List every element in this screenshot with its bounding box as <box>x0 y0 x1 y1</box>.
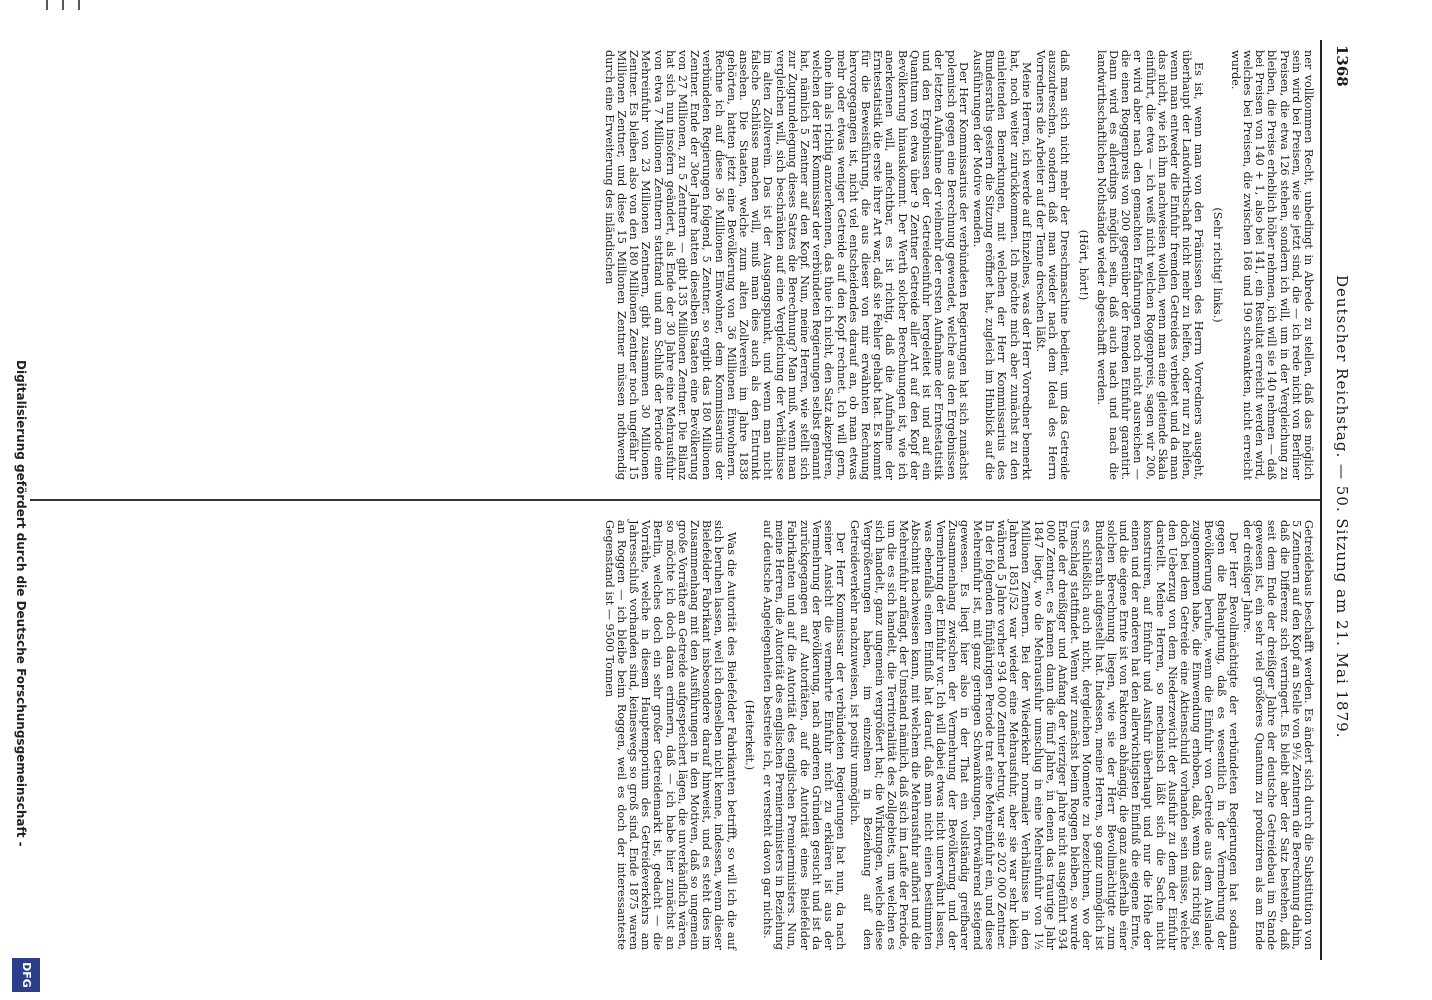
right-interjection-1: (Heiterkeit.) <box>742 699 756 771</box>
column-divider <box>30 499 1320 501</box>
left-column <box>601 50 1314 480</box>
right-paragraph-4: Was die Autorität des Bielefelder Fabrikanten betrifft, so will ich die auf sich beruhen lassen, weil ich denselben nicht kenne, indessen, wenn dieser Bielefelder Fabrikant insbesondere darauf hinweist, und es steht dies im Zusammenhang mit den Ausführungen in den Motiven, daß so ungemein große Vorräthe an Getreide aufgespeichert lägen, die unverkäuflich wären, so möchte ich doch daran erinnern, daß — ich habe hier zunächst an Berlin, welches doch ein sehr großer Getreidemarkt ist, gedacht — die Vorräthe, welche in diesem Hauptemporium des Getreideverkehrs am Jahresschluß vorhanden sind, keineswegs so groß sind. Ende 1875 waren an Roggen — ich bleibe beim Roggen, weil es doch der interessanteste Gegenstand ist — 9500 Tonnen <box>602 520 738 950</box>
right-paragraph-3: Der Herr Kommissar der verbündeten Regierungen hat nun, da nach seiner Ansicht die vermehrte Einfuhr nicht zu erklären ist aus der Vermehrung der Bevölkerung, nach anderen Gründen gesucht und ist da zurückgegangen auf Autoritäten, auf die Autorität eines Bielefelder Fabrikanten und auf die Autorität des englischen Premierministers. Nun, meine Herren, die Autorität des englischen Premierministers in Beziehung auf deutsche Angelegenheiten bestreite ich, er versteht davon gar nichts. <box>761 520 848 950</box>
left-interjection-1: (Sehr richtig! links.) <box>1210 207 1224 323</box>
left-paragraph-2: Es ist, wenn man von den Prämissen des Herrn Vorredners ausgeht, überhaupt der Landwirthschaft nicht mehr zu helfen, oder nur zu helfen, wenn man entweder die Einfuhr fremden Getreides verbietet und da man das nicht, wie ich ihm nachweisen wollen, wenn man eine gleitende Skala einführt, die etwa — ich weiß nicht welchen Roggenpreis, sagen wir 200, er wird aber nach den gemachten Erfahrungen noch nicht ausreichen — die einen Roggenpreis von 200 gegenüber der fremden Einfuhr garantirt. Dann wird es allerdings möglich sein, daß auch nach und nach die landwirthschaftlichen Nothstände wieder abgeschafft werden. <box>1094 50 1206 480</box>
journal-title: Deutscher Reichstag. — 50. Sitzung am 21. Mai 1879. <box>1333 275 1351 739</box>
scan-edge-marks <box>20 0 80 20</box>
page-number: 1368 <box>1333 45 1351 87</box>
header-rule <box>1320 40 1322 960</box>
right-column <box>600 520 1314 950</box>
page-header <box>1324 45 1360 955</box>
left-interjection-2: (Hört, hört!) <box>1076 229 1090 301</box>
left-paragraph-5: Der Herr Kommissarius der verbündeten Regierungen hat sich zunächst polemisch gegen eine Berechnung gewendet, welche aus den Ergebnissen der letzten Aufnahme der vielmehr der ersten Aufnahme der Erntestatistik und den Ergebnissen der Getreideeinfuhr hergeleitet ist und auf ein Quantum von etwa über 9 Zentner Getreide aller Art auf den Kopf der Bevölkerung hinauskommt. Der Werth solcher Berechnungen ist, wie ich anerkennen will, anfechtbar, es ist richtig, daß die Aufnahme der Erntestatistik die erste ihrer Art war, daß sie Fehler gehabt hat. Es kommt für die Beweisführung, die aus dieser von mir erwähnten Rechnung hervorgegangen ist, nicht viel entscheidendes darauf an, ob man etwas mehr oder etwas weniger Getreide auf den Kopf rechnet. Ich will gern, ohne ihn als richtig anzuerkennen, das thue ich nicht, den Satz akzeptiren, welchen der Herr Kommissar der verbündeten Regierungen selbst genannt hat, nämlich 5 Zentner auf den Kopf. Nun, meine Herren, wie stellt sich zur Zugrundelegung dieses Satzes die Berechnung? Man muß, wenn man vergleichen will, sich beschränken auf eine Vergleichung der Verhältnisse im alten Zollverein. Das ist der Ausgangspunkt, und wenn man nicht falsche Schlüsse machen will, muß man dies auch als den Entrunkt ansehen. Die Staaten, welche zum alten Zollverein im Jahre 1838 gehörten, hatten jetzt eine Bevölkerung von 36 Millionen Einwohnern. Rechne ich auf diese 36 Millionen Einwohner, dem Kommissarius der verbündeten Regierungen folgend, 5 Zentner, so ergibt das 180 Millionen Zentner. Ende der 30er Jahre hatten dieselben Staaten eine Bevölkerung von 27 Millionen, zu 5 Zentnern — gibt 135 Millionen Zentner. Die Bilanz hat sich nun insofern geändert, als Ende der 30 Jahre eine Mehrausfuhr von etwa 7 Millionen Zentnern stattfand und am Schluß der Periode eine Mehreinfuhr von 23 Millionen Zentnern, gibt zusammen 30 Millionen Zentner. Es bleiben also von den 180 Millionen Zentner noch ungefähr 15 Millionen Zentner, und diese 15 Millionen Zentner müssen nothwendig durch eine Erweiterung des inländischen <box>602 50 970 480</box>
right-paragraph-2: Der Herr Bevollmächtigte der verbündeten Regierungen hat sodann gegen die Behauptung, daß es wesentlich in der Vermehrung der Bevölkerung beruhe, wenn die Einfuhr von Getreide aus dem Auslande zugenommen habe, die Einwendung erhoben, daß, wenn das richtig sei, doch bei dem Getreide eine Aktienschuld vorhanden sein müsse, welche den Ueberzug von dem Niederzewicht der Ausfuhr zu dem der Einfuhr darstellt. Meine Herren, so mechanisch läßt sich die Sache nicht konstruiren, auf Einfuhr und Ausfuhr überhaupt und nur die Höhe der einen und der anderen hat den allerwichtigsten Einfluß die eigene Ernte, und die eigene Ernte ist von Faktoren abhängig, die ganz außerhalb einer solchen Berechnung liegen, wie sie der Herr Bevollmächtigte zum Bundesrath aufgestellt hat. Indessen, meine Herren, so ganz unmöglich ist es schließlich auch nicht, dergleichen Momente zu bezeichnen, wo der Umschlag stattfindet. Wenn wir zunächst beim Roggen bleiben, so wurde Ende der dreißiger und Anfang der vierziger Jahre nicht ausgeführt 934 000 Zentner, es kamen dann die fünf Jahre, in denen das traurige Jahr 1847 liegt, wo die Mehrausfuhr umschlug in eine Mehreinfuhr von 1½ Millionen Zentnern. Bei der Wiederkehr normaler Verhältnisse in den Jahren 1851/52 war wieder eine Mehrausfuhr, aber sie war sehr klein, während 5 Jahre vorher 934 000 Zentner betrug, war sie 202 000 Zentner. In der folgenden fünfjährigen Periode trat eine Mehreinfuhr ein, und diese Mehreinfuhr ist, mit ganz geringen Schwankungen, fortwährend steigend gewesen. Es liegt hier also in der That ein vollständig greifbarer Zusammenhang zwischen der Vermehrung der Bevölkerung und der Vermehrung der Einfuhr vor. Ich will dabei etwas nicht unerwähnt lassen, was ebenfalls einen Einfluß hat darauf, daß man nicht einen bestimmten Abschnitt nachweisen kann, mit welchem die Mehrausfuhr aufhört und die Mehreinfuhr anfängt, der Umstand nämlich, daß sich im Laufe der Periode, um die es sich handelt, die Territorialität des Zollgebiets, um welchen es sich handelt, ganz ungemein vergrößert hat; die Wirkungen, welche diese Vergrößerungen haben, im einzelnen in Beziehung auf den Getreideverkehr nachzuweisen, ist positiv unmöglich. <box>848 520 1240 950</box>
right-paragraph-1: Getreidebaus beschafft werden. Es ändert sich durch die Substitution von 5 Zentnern auf den Kopf an Stelle von 9½ Zentnern die Berechnung dahin, daß die Differenz sich verringert. Es bleibt aber der Satz bestehen, daß seit dem Ende der dreißiger Jahre der deutsche Getreidebau im Stande gewesen ist, ein sehr viel größeres Quantum zu produziren als am Ende der dreißiger Jahre. <box>1240 520 1315 950</box>
dfg-logo: DFG <box>12 958 40 992</box>
left-paragraph-1: ner vollkommen Recht, unbedingt in Abrede zu stellen, daß das möglich sein wird bei Preisen, wie sie jetzt sind, die — ich rede nicht von Berliner Preisen, die etwa 126 stehen, sondern ich will, um in der Vergleichung zu bleiben, die Preise erheblich höher nehmen, ich will sie 140 nehmen — daß bei Preisen von 140 + 1, also bei 141, ein Resultat erreicht werden wird, welches bei Preisen, die zwischen 168 und 190 schwankten, nicht erreicht wurde. <box>1228 50 1315 480</box>
left-paragraph-3: daß man sich nicht mehr der Dreschmaschine bedient, um das Getreide auszudreschen, sondern daß man wieder nach dem Ideal des Herrn Vorredners die Arbeiter auf der Tenne dreschen läßt. <box>1033 50 1072 480</box>
left-paragraph-4: Meine Herren, ich werde auf Einzelnes, was der Herr Vorredner bemerkt hat, noch weiter zurückkommen. Ich möchte mich aber zunächst zu den einleitenden Bemerkungen, mit welchen der Herr Kommissarius des Bundesraths gestern die Sitzung eröffnet hat, zugleich im Hinblick auf die Ausführungen der Motive wenden. <box>970 50 1033 480</box>
digitization-credit: Digitalisierung gefördert durch die Deutsche Forschungsgemeinschaft - <box>14 360 28 847</box>
